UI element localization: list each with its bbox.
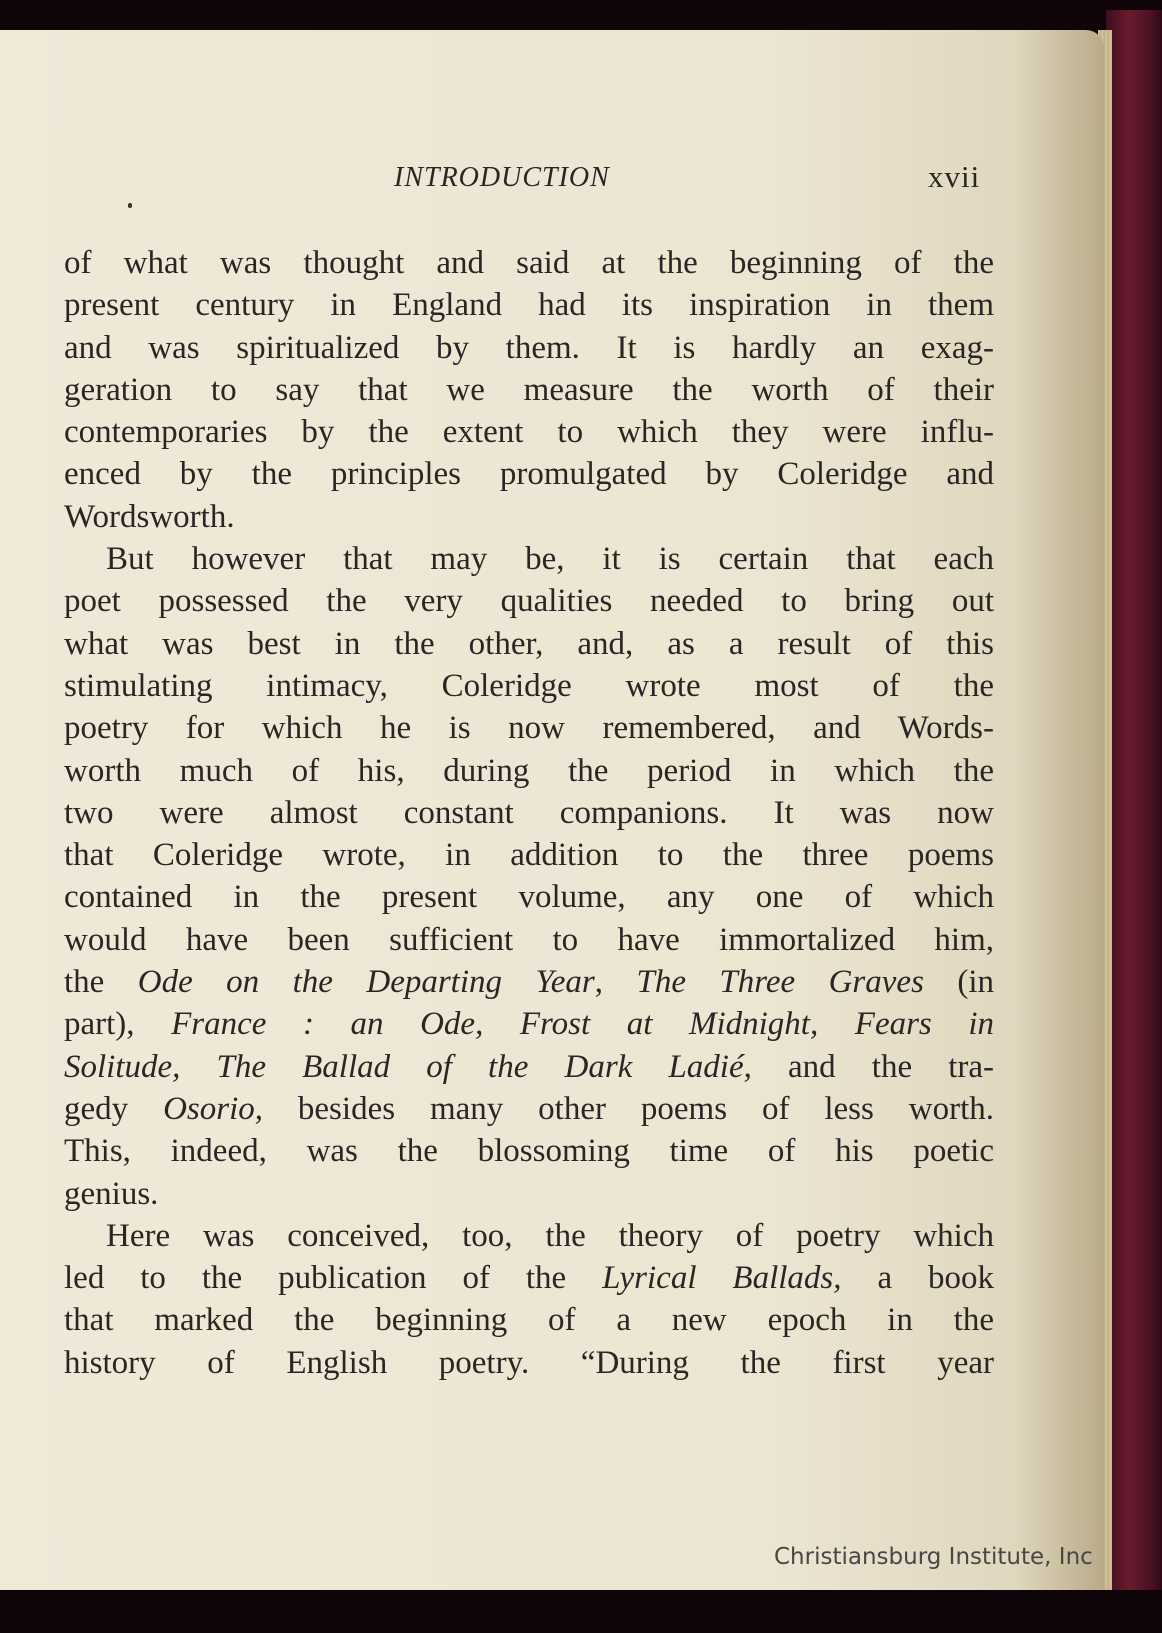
text-line	[64, 1046, 994, 1088]
text-line: that marked the beginning of a new epoch in the	[64, 1302, 994, 1339]
text-run: the	[64, 964, 105, 1001]
text-line	[64, 961, 994, 1003]
text-line: and was spiritualized by them. It is hardly an exag-	[64, 329, 994, 366]
work-title: The Three Graves	[636, 964, 924, 1001]
book-cover-edge	[1106, 10, 1162, 1600]
text-run: ,	[594, 964, 604, 1001]
text-line: Wordsworth.	[64, 498, 235, 535]
text-line: of what was thought and said at the beginning of the	[64, 245, 994, 281]
page-number: xvii	[928, 159, 981, 194]
text-line: Here was conceived, too, the theory of poetry which	[106, 1217, 994, 1254]
running-head: INTRODUCTION	[394, 162, 610, 193]
work-title: Osorio,	[163, 1090, 263, 1127]
book-top-shadow	[0, 0, 1162, 30]
text-line	[64, 1088, 994, 1130]
text-line: contained in the present volume, any one of which	[64, 879, 994, 916]
text-line: would have been sufficient to have immortalized him,	[64, 921, 994, 958]
text-run: (in	[957, 964, 995, 1001]
text-line: stimulating intimacy, Coleridge wrote most of the	[64, 667, 994, 704]
text-line: This, indeed, was the blossoming time of his poetic	[64, 1133, 994, 1170]
text-run: part),	[64, 1006, 135, 1043]
text-line: history of English poetry. “During the first year	[64, 1344, 994, 1381]
text-line: worth much of his, during the period in which the	[64, 752, 994, 789]
text-line: present century in England had its inspiration in them	[64, 287, 994, 324]
text-line: what was best in the other, and, as a result of this	[64, 625, 994, 662]
text-line: genius.	[64, 1175, 159, 1212]
work-title: Lyrical Ballads,	[602, 1260, 842, 1297]
work-title: Ode on the Departing Year	[137, 964, 595, 1001]
book-bottom-shadow	[0, 1590, 1162, 1633]
text-run: gedy	[64, 1090, 129, 1127]
text-line: poetry for which he is now remembered, and Words-	[64, 710, 994, 747]
text-line: poet possessed the very qualities needed to bring out	[64, 583, 994, 620]
text-run: a book	[877, 1260, 995, 1297]
text-line	[64, 1003, 994, 1045]
work-title: France : an Ode, Frost at Midnight, Fears in	[171, 1006, 995, 1043]
text-line: enced by the principles promulgated by Coleridge and	[64, 456, 994, 493]
text-run: led to the publication of the	[64, 1260, 567, 1297]
text-line: But however that may be, it is certain that each	[106, 541, 994, 578]
text-run: and the tra-	[788, 1048, 995, 1085]
text-line: contemporaries by the extent to which they were influ-	[64, 414, 994, 451]
watermark: Christiansburg Institute, Inc	[774, 1544, 1093, 1570]
text-line	[64, 1257, 994, 1299]
ink-speck	[128, 203, 132, 208]
text-run: besides many other poems of less worth.	[297, 1090, 994, 1127]
text-line: that Coleridge wrote, in addition to the three poems	[64, 837, 994, 874]
text-line: two were almost constant companions. It was now	[64, 794, 994, 831]
body-text	[64, 242, 994, 1384]
work-title: Solitude, The Ballad of the Dark Ladié,	[64, 1048, 752, 1085]
text-line: geration to say that we measure the worth of their	[64, 371, 994, 408]
